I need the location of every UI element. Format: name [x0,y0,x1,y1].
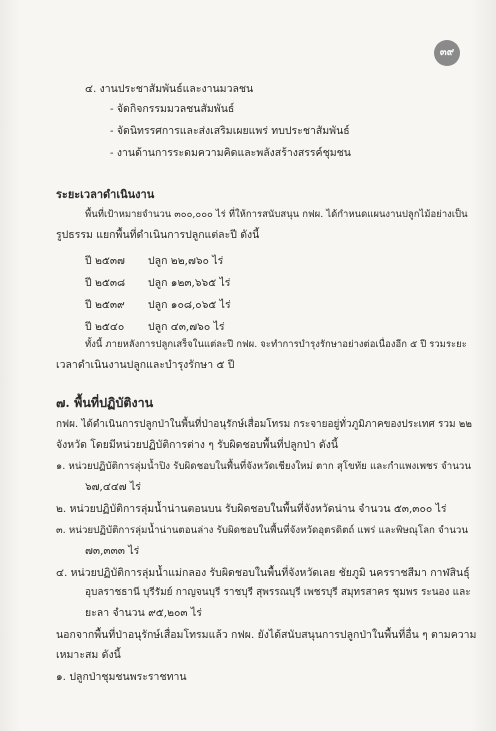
unit-item-continued: ยะลา จำนวน ๙๕,๒๐๓ ไร่ [85,607,202,619]
plant-amount: ปลูก ๑๒๓,๖๖๕ ไร่ [148,277,231,289]
section4-item: - จัดนิทรรศการและส่งเสริมเผยแพร่ ทบประชาสัมพันธ์ [110,125,350,137]
timeline-paragraph: เวลาดำเนินงานปลูกและบำรุงรักษา ๕ ปี [56,359,235,371]
section4-title: ๔. งานประชาสัมพันธ์และงานมวลชน [85,83,254,95]
timeline-paragraph: ทั้งนี้ ภายหลังการปลูกเสร็จในแต่ละปี กฟผ. จะทำการบำรุงรักษาอย่างต่อเนื่องอีก ๕ ปี รวมระยะ [85,339,467,350]
section7-paragraph: เหมาะสม ดังนี้ [56,649,121,661]
plant-year: ปี ๒๕๔๐ [85,321,125,333]
section7-heading: ๗. พื้นที่ปฏิบัติงาน [56,395,154,410]
list-item: ๑. ปลูกป่าชุมชนพระราชทาน [56,671,187,683]
plant-year: ปี ๒๕๓๗ [85,255,125,267]
timeline-paragraph: รูปธรรม แยกพื้นที่ดำเนินการปลูกแต่ละปี ดังนี้ [56,229,260,241]
plant-amount: ปลูก ๑๐๘,๐๖๕ ไร่ [148,299,231,311]
section7-paragraph: กฟผ. ได้ดำเนินการปลูกป่าในพื้นที่ป่าอนุรักษ์เสื่อมโทรม กระจายอยู่ทั่วภูมิภาคของประเทศ รวม ๒๒ [56,419,472,430]
timeline-heading: ระยะเวลาดำเนินงาน [56,188,155,201]
plant-year: ปี ๒๕๓๙ [85,299,125,311]
unit-item-continued: อุบลราชธานี บุรีรัมย์ กาญจนบุรี ราชบุรี สุพรรณบุรี เพชรบุรี สมุทรสาคร ชุมพร ระนอง และ [85,587,471,598]
unit-item: ๓. หน่วยปฏิบัติการลุ่มน้ำน่านตอนล่าง รับผิดชอบในพื้นที่จังหวัดอุตรดิตถ์ แพร่ และพิษณุโลก จำนวน [56,525,469,536]
section7-paragraph: นอกจากพื้นที่ป่าอนุรักษ์เสื่อมโทรมแล้ว กฟผ. ยังได้สนับสนุนการปลูกป่าในพื้นที่อื่น ๆ ตามความ [56,629,477,641]
unit-item: ๑. หน่วยปฏิบัติการลุ่มน้ำปิง รับผิดชอบในพื้นที่จังหวัดเชียงใหม่ ตาก สุโขทัย และกำแพงเพชร จำนวน [56,461,472,472]
unit-item-continued: ๗๓,๓๓๓ ไร่ [85,545,140,557]
unit-item: ๔. หน่วยปฏิบัติการลุ่มน้ำแม่กลอง รับผิดชอบในพื้นที่จังหวัดเลย ชัยภูมิ นครราชสีมา กาฬสินธุ์ [56,567,470,579]
unit-item-continued: ๖๗,๔๔๗ ไร่ [85,481,141,493]
plant-amount: ปลูก ๒๒,๗๖๐ ไร่ [148,255,224,267]
timeline-paragraph: พื้นที่เป้าหมายจำนวน ๓๐๐,๐๐๐ ไร่ ที่ให้การสนับสนุน กฟผ. ได้กำหนดแผนงานปลูกไม้อย่างเป็น [85,209,468,220]
section4-item: - จัดกิจกรรมมวลชนสัมพันธ์ [110,103,235,115]
unit-item: ๒. หน่วยปฏิบัติการลุ่มน้ำน่านตอนบน รับผิดชอบในพื้นที่จังหวัดน่าน จำนวน ๕๓,๓๐๐ ไร่ [56,503,447,515]
plant-amount: ปลูก ๔๓,๗๖๐ ไร่ [148,321,225,333]
section4-item: - งานด้านการระดมความคิดและพลังสร้างสรรค์ชุมชน [110,147,351,159]
page-number-badge: ๓๙ [434,40,460,66]
section7-paragraph: จังหวัด โดยมีหน่วยปฏิบัติการต่าง ๆ รับผิดชอบพื้นที่ปลูกป่า ดังนี้ [56,439,339,451]
plant-year: ปี ๒๕๓๘ [85,277,126,289]
